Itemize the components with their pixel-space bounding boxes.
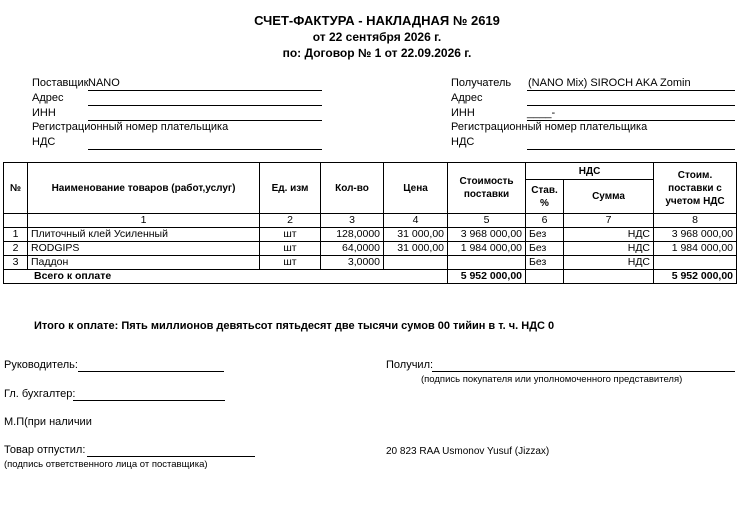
row-unit: шт [260,228,321,242]
table-row [4,256,737,270]
receiver-label: Получатель [451,77,512,89]
col-number: 6 [526,214,564,228]
receiver-inn-value: ____- [527,107,556,119]
contract-line: по: Договор № 1 от 22.09.2026 г. [282,46,472,60]
row-qty: 64,0000 [321,242,384,256]
col-number: 7 [564,214,654,228]
row-unit: шт [260,256,321,270]
receiver-nds-label: НДС [451,136,475,148]
col-number: 3 [321,214,384,228]
header-no: № [4,163,28,214]
supplier-inn-label: ИНН [32,107,56,119]
goods-table [3,162,737,284]
header-unit: Ед. изм [260,163,321,214]
accountant-sign-line [73,400,225,401]
row-nds-rate: Без [526,256,564,270]
header-price: Цена [384,163,448,214]
supplier-nds-label: НДС [32,136,56,148]
receiver-underline [527,90,735,91]
supplier-label: Поставщик [32,77,89,89]
agent-info: 20 823 RAA Usmonov Yusuf (Jizzax) [386,446,550,457]
receiver-address-line [527,105,735,106]
receiver-reg-label: Регистрационный номер плательщика [451,121,648,133]
total-row [4,270,737,284]
row-no: 2 [4,242,28,256]
total-cost: 5 952 000,00 [448,270,526,284]
header-nds: НДС [526,163,654,180]
header-nds-sum: Сумма [564,180,654,214]
released-sign-line [87,456,255,457]
director-label: Руководитель: [4,359,78,371]
receiver-inn-label: ИНН [451,107,475,119]
col-number: 8 [654,214,737,228]
received-label: Получил: [386,359,434,371]
received-note: (подпись покупателя или уполномоченного представителя) [421,374,683,385]
stamp-label: М.П(при наличии [4,416,92,428]
header-nds-rate: Став. % [526,180,564,214]
row-nds-sum: НДС [564,256,654,270]
row-price: 31 000,00 [384,242,448,256]
total-label: Всего к оплате [4,270,448,284]
supplier-value: NANO [88,77,120,89]
row-cost: 3 968 000,00 [448,228,526,242]
receiver-nds-line [527,149,735,150]
row-price [384,256,448,270]
receiver-address-label: Адрес [451,92,483,104]
document-title: СЧЕТ-ФАКТУРА - НАКЛАДНАЯ № 2619 [254,13,500,28]
row-total: 3 968 000,00 [654,228,737,242]
supplier-underline [88,90,322,91]
table-row [4,242,737,256]
receiver-value: (NANO Mix) SIROCH AKA Zomin [528,77,691,89]
supplier-address-line [88,105,322,106]
total-with-nds: 5 952 000,00 [654,270,737,284]
row-qty: 3,0000 [321,256,384,270]
row-price: 31 000,00 [384,228,448,242]
row-total [654,256,737,270]
row-name: Плиточный клей Усиленный [28,228,260,242]
row-name: RODGIPS [28,242,260,256]
supplier-address-label: Адрес [32,92,64,104]
supplier-nds-line [88,149,322,150]
row-nds-sum: НДС [564,228,654,242]
header-name: Наименование товаров (работ,услуг) [28,163,260,214]
header-total: Стоим. поставки с учетом НДС [654,163,737,214]
total-nds-sum [564,270,654,284]
header-qty: Кол-во [321,163,384,214]
row-total: 1 984 000,00 [654,242,737,256]
col-number: 4 [384,214,448,228]
released-label: Товар отпустил: [4,444,86,456]
row-no: 3 [4,256,28,270]
row-nds-sum: НДС [564,242,654,256]
col-number: 1 [28,214,260,228]
row-no: 1 [4,228,28,242]
total-nds-rate [526,270,564,284]
director-sign-line [78,371,224,372]
row-unit: шт [260,242,321,256]
table-row [4,228,737,242]
document-date: от 22 сентября 2026 г. [312,30,442,44]
released-note: (подпись ответственного лица от поставщика) [4,459,208,470]
amount-in-words: Итого к оплате: Пять миллионов девятьсот пятьдесят две тысячи сумов 00 тийин в т. ч. НДС 0 [34,320,555,332]
supplier-reg-label: Регистрационный номер плательщика [32,121,229,133]
row-nds-rate: Без [526,228,564,242]
col-number: 2 [260,214,321,228]
col-number-empty [4,214,28,228]
row-nds-rate: Без [526,242,564,256]
row-qty: 128,0000 [321,228,384,242]
header-cost: Стоимость поставки [448,163,526,214]
received-sign-line [432,371,735,372]
accountant-label: Гл. бухгалтер: [4,388,76,400]
row-cost: 1 984 000,00 [448,242,526,256]
row-cost [448,256,526,270]
col-number: 5 [448,214,526,228]
row-name: Паддон [28,256,260,270]
